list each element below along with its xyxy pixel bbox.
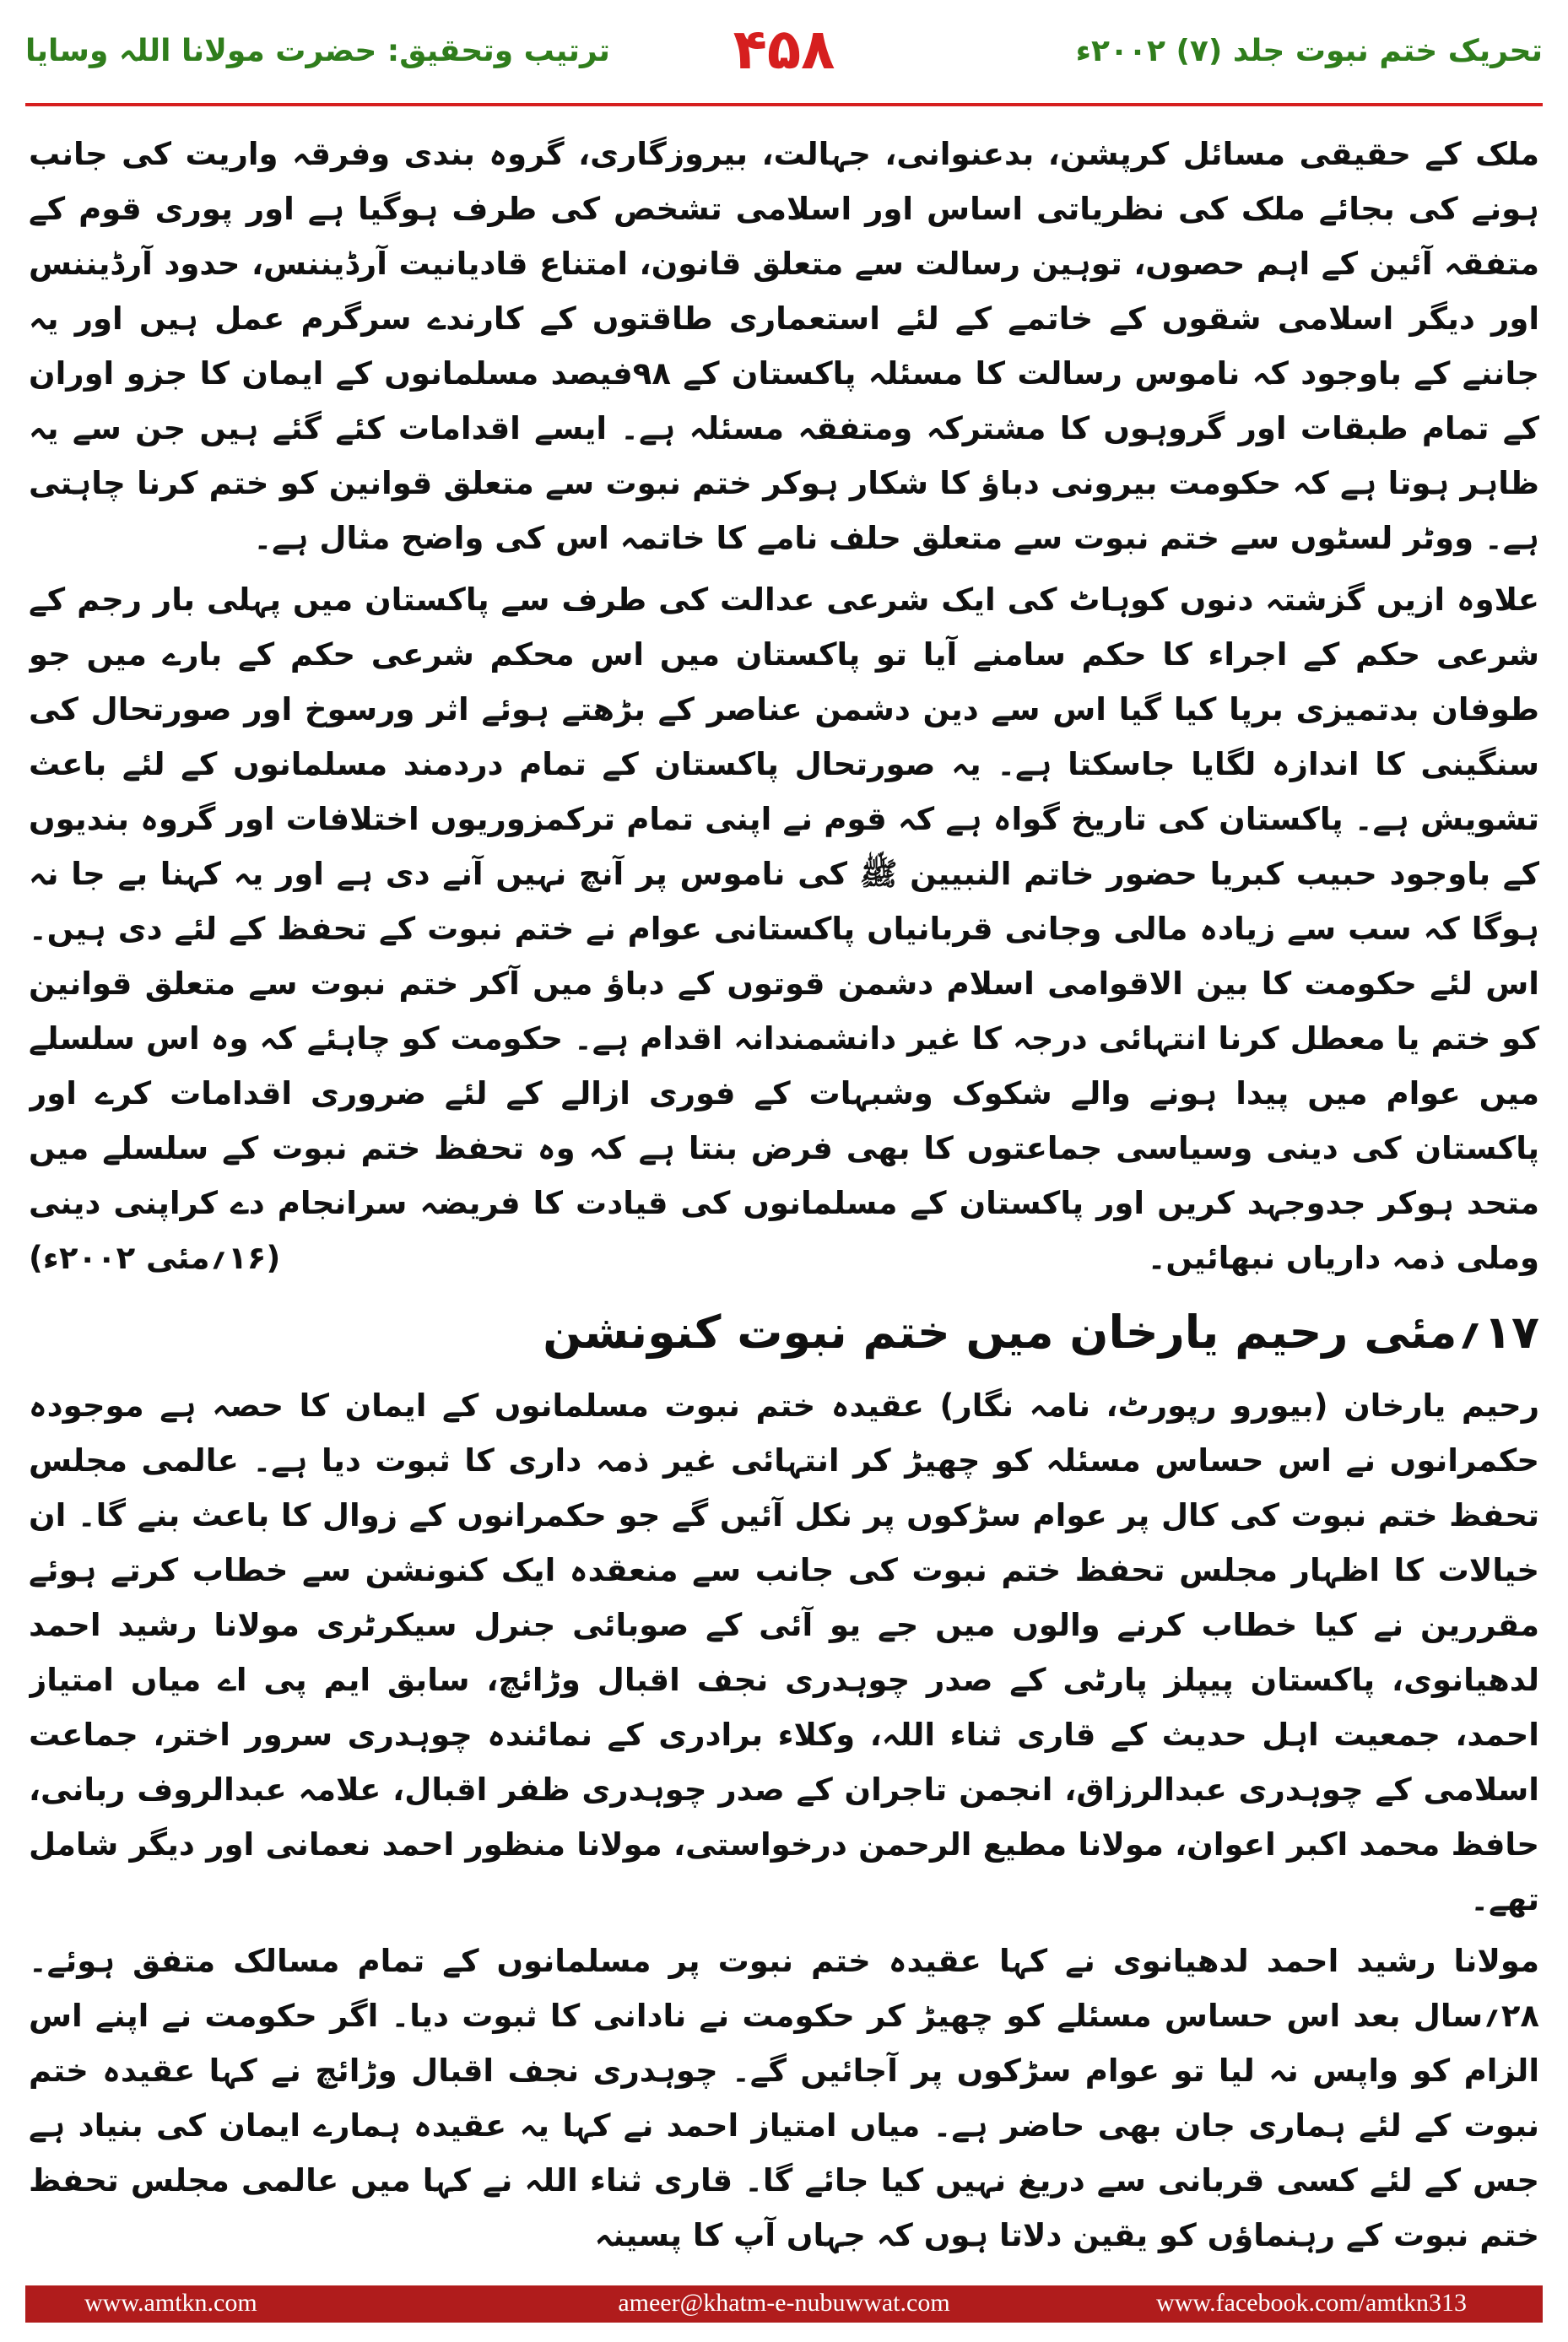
date-note: (۱۶؍مئی ۲۰۰۲ء) — [29, 1240, 281, 1276]
page-number: ۴۵۸ — [733, 17, 835, 82]
page-header — [0, 0, 1568, 118]
header-book-title: تحریک ختم نبوت جلد (۷) ۲۰۰۲ء — [1075, 34, 1543, 68]
body-paragraph-2-text: علاوہ ازیں گزشتہ دنوں کوہاٹ کی ایک شرعی عدالت کی طرف سے پاکستان میں پہلی بار رجم کے شرعی حکم کے اجراء کا حکم سامنے آیا تو پاکستان میں اس محکم شرعی حکم کے بارے میں جو طوفان بدتمیزی برپا کیا گیا اس سے دین دشمن عناصر کے بڑھتے ہوئے اثر ورسوخ اور صورتحال کی سنگینی کا اندازہ لگایا جاسکتا ہے۔ یہ صورتحال پاکستان کے تمام دردمند مسلمانوں کے لئے باعث تشویش ہے۔ پاکستان کی تاریخ گواہ ہے کہ قوم نے اپنی تمام ترکمزوریوں اختلافات اور گروہ بندیوں کے باوجود حبیب کبریا حضور خاتم النبیین ﷺ کی ناموس پر آنچ نہیں آنے دی ہے اور یہ کہنا بے جا نہ ہوگا کہ سب سے زیادہ مالی وجانی قربانیاں پاکستانی عوام نے ختم نبوت کے تحفظ کے لئے دی ہیں۔ اس لئے حکومت کا بین الاقوامی اسلام دشمن قوتوں کے دباؤ میں آکر ختم نبوت سے متعلق قوانین کو ختم یا معطل کرنا انتہائی درجہ کا غیر دانشمندانہ اقدام ہے۔ حکومت کو چاہئے کہ وہ اس سلسلے میں عوام میں پیدا ہونے والے شکوک وشبہات کے فوری ازالے کے لئے ضروری اقدامات کرے اور پاکستان کی دینی وسیاسی جماعتوں کا بھی فرض بنتا ہے کہ وہ تحفظ ختم نبوت کے سلسلے میں متحد ہوکر جدوجہد کریں اور پاکستان کے مسلمانوں کی قیادت کا فریضہ سرانجام دے کراپنی دینی وملی ذمہ داریاں نبھائیں۔ — [29, 581, 1539, 1276]
footer-website-link[interactable]: www.amtkn.com — [84, 2289, 257, 2317]
footer-facebook-link[interactable]: www.facebook.com/amtkn313 — [1156, 2289, 1467, 2317]
body-paragraph-2 — [29, 572, 1539, 1285]
page-body — [29, 127, 1539, 2266]
header-divider — [25, 103, 1543, 106]
section-heading: ۱۷؍مئی رحیم یارخان میں ختم نبوت کنونشن — [543, 1306, 1539, 1359]
section-paragraph-2: مولانا رشید احمد لدھیانوی نے کہا عقیدہ ختم نبوت پر مسلمانوں کے تمام مسالک متفق ہوئے۔ ۲۸؍سال بعد اس حساس مسئلے کو چھیڑ کر حکومت نے نادانی کا ثبوت دیا۔ اگر حکومت نے اپنے اس الزام کو واپس نہ لیا تو عوام سڑکوں پر آجائیں گے۔ چوہدری نجف اقبال وڑائچ نے کہا عقیدہ ختم نبوت کے لئے ہماری جان بھی حاضر ہے۔ میاں امتیاز احمد نے کہا یہ عقیدہ ہمارے ایمان کی بنیاد ہے جس کے لئے کسی قربانی سے دریغ نہیں کیا جائے گا۔ قاری ثناء اللہ نے کہا میں عالمی مجلس تحفظ ختم نبوت کے رہنماؤں کو یقین دلاتا ہوں کہ جہاں آپ کا پسینہ — [29, 1943, 1539, 2253]
section-paragraph-1: رحیم یارخان (بیورو رپورٹ، نامہ نگار) عقیدہ ختم نبوت مسلمانوں کے ایمان کا حصہ ہے موجودہ حکمرانوں نے اس حساس مسئلہ کو چھیڑ کر انتہائی غیر ذمہ داری کا ثبوت دیا ہے۔ عالمی مجلس تحفظ ختم نبوت کی کال پر عوام سڑکوں پر نکل آئیں گے جو حکمرانوں کے زوال کا باعث بنے گا۔ ان خیالات کا اظہار مجلس تحفظ ختم نبوت کی جانب سے منعقدہ ایک کنونشن سے خطاب کرتے ہوئے مقررین نے کیا خطاب کرنے والوں میں جے یو آئی کے صوبائی جنرل سیکرٹری مولانا رشید احمد لدھیانوی، پاکستان پیپلز پارٹی کے صدر چوہدری نجف اقبال وڑائچ، سابق ایم پی اے میاں امتیاز احمد، جمعیت اہل حدیث کے قاری ثناء اللہ، وکلاء برادری کے نمائندہ چوہدری سرور اختر، جماعت اسلامی کے چوہدری عبدالرزاق، انجمن تاجران کے صدر چوہدری ظفر اقبال، علامہ عبدالروف ربانی، حافظ محمد اکبر اعوان، مولانا مطیع الرحمن درخواستی، مولانا منظور احمد نعمانی اور دیگر شامل تھے۔ — [29, 1387, 1539, 1917]
header-compiler-credit: ترتیب وتحقیق: حضرت مولانا اللہ وسایا — [25, 34, 610, 68]
footer-email-link[interactable]: ameer@khatm-e-nubuwwat.com — [618, 2289, 950, 2317]
body-paragraph-1: ملک کے حقیقی مسائل کرپشن، بدعنوانی، جہالت، بیروزگاری، گروہ بندی وفرقہ واریت کی جانب ہونے کی بجائے ملک کی نظریاتی اساس اور اسلامی تشخص کی طرف ہوگیا ہے اور پوری قوم کے متفقہ آئین کے اہم حصوں، توہین رسالت سے متعلق قانون، امتناع قادیانیت آرڈیننس، حدود آرڈیننس اور دیگر اسلامی شقوں کے خاتمے کے لئے استعماری طاقتوں کے کارندے سرگرم عمل ہیں اور یہ جاننے کے باوجود کہ ناموس رسالت کا مسئلہ پاکستان کے ۹۸فیصد مسلمانوں کے ایمان کا جزو اوران کے تمام طبقات اور گروہوں کا مشترکہ ومتفقہ مسئلہ ہے۔ ایسے اقدامات کئے گئے ہیں جن سے یہ ظاہر ہوتا ہے کہ حکومت بیرونی دباؤ کا شکار ہوکر ختم نبوت سے متعلق قوانین کو ختم کرنا چاہتی ہے۔ ووٹر لسٹوں سے ختم نبوت سے متعلق حلف نامے کا خاتمہ اس کی واضح مثال ہے۔ — [29, 136, 1539, 556]
page-footer — [25, 2285, 1543, 2323]
